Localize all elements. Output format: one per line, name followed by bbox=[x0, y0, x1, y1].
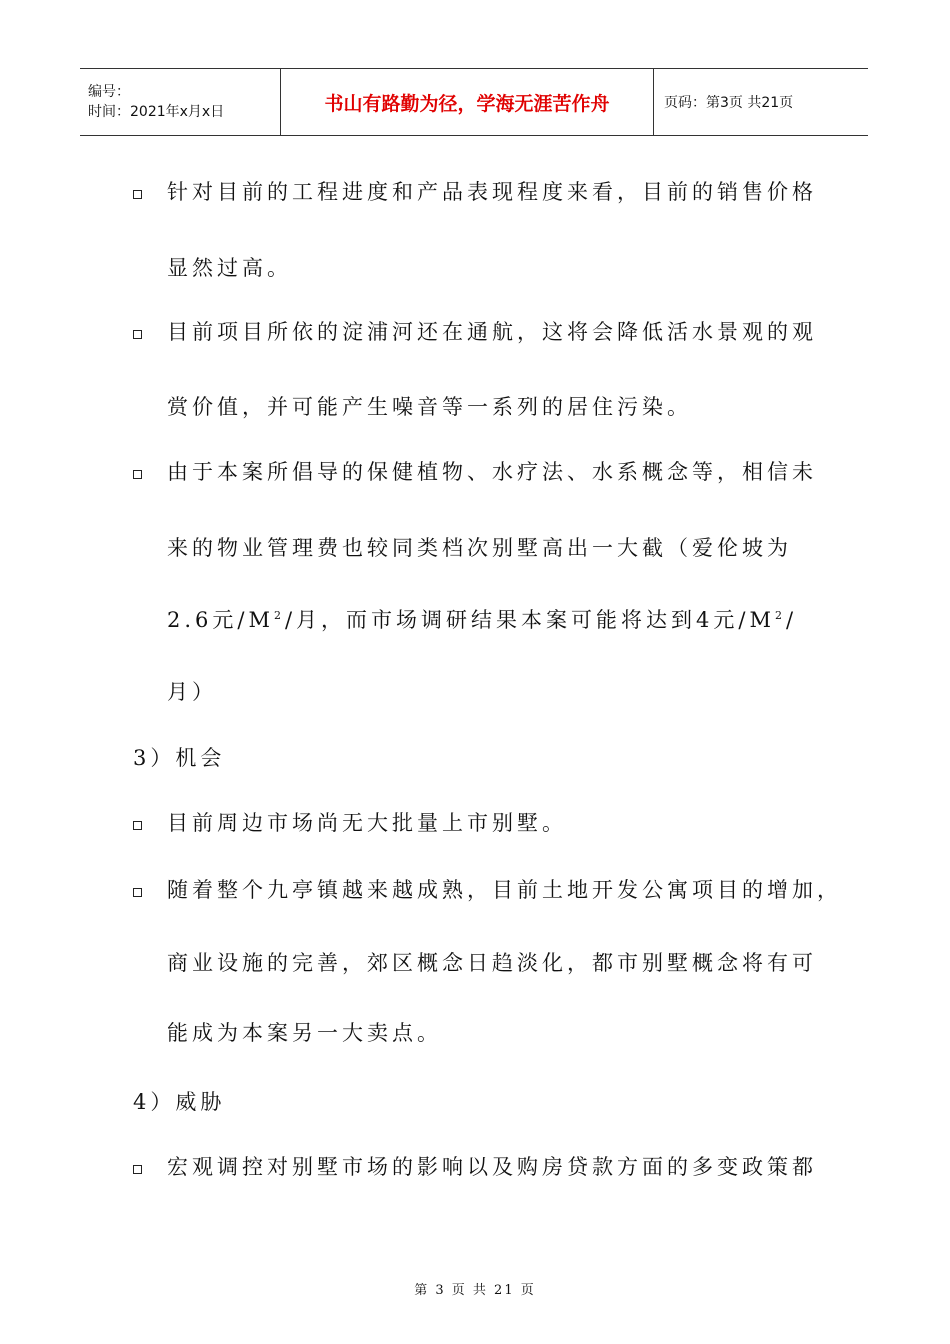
bullet-square-icon bbox=[133, 821, 142, 830]
price-text: / bbox=[786, 608, 798, 632]
header-page-info: 页码：第3页 共21页 bbox=[664, 95, 794, 111]
paragraph-text: 商业设施的完善，郊区概念日趋淡化，都市别墅概念将有可 bbox=[167, 951, 817, 975]
paragraph-text: 宏观调控对别墅市场的影响以及购房贷款方面的多变政策都 bbox=[167, 1155, 817, 1179]
superscript: 2 bbox=[273, 609, 285, 622]
paragraph-text: 显然过高。 bbox=[167, 256, 292, 280]
bullet-square-icon bbox=[133, 1165, 142, 1174]
paragraph-text: 赏价值，并可能产生噪音等一系列的居住污染。 bbox=[167, 395, 692, 419]
bullet-square-icon bbox=[133, 190, 142, 199]
bullet-square-icon bbox=[133, 888, 142, 897]
header-motto-cell bbox=[281, 69, 654, 135]
paragraph-text: 目前项目所依的淀浦河还在通航，这将会降低活水景观的观 bbox=[167, 320, 817, 344]
paragraph-text: 目前周边市场尚无大批量上市别墅。 bbox=[167, 811, 567, 835]
paragraph-text: 能成为本案另一大卖点。 bbox=[167, 1021, 442, 1045]
header-motto: 书山有路勤为径，学海无涯苦作舟 bbox=[324, 92, 610, 115]
paragraph-text bbox=[167, 605, 797, 635]
document-number-label: 编号： bbox=[88, 84, 130, 100]
paragraph-text: 月） bbox=[167, 680, 217, 704]
page-footer: 第 3 页 共 21 页 bbox=[414, 1283, 536, 1298]
section-heading-text: 3）机会 bbox=[133, 746, 226, 770]
page-header bbox=[80, 68, 868, 136]
bullet-square-icon bbox=[133, 330, 142, 339]
paragraph-text: 来的物业管理费也较同类档次别墅高出一大截（爱伦坡为 bbox=[167, 536, 792, 560]
price-text: 2.6元/M bbox=[167, 608, 274, 632]
header-meta-cell bbox=[80, 69, 281, 135]
header-page-cell bbox=[654, 69, 868, 135]
price-text: /月，而市场调研结果本案可能将达到4元/M bbox=[284, 608, 775, 632]
paragraph-text: 随着整个九亭镇越来越成熟，目前土地开发公寓项目的增加， bbox=[167, 878, 842, 902]
paragraph-text: 针对目前的工程进度和产品表现程度来看，目前的销售价格 bbox=[167, 180, 817, 204]
section-heading-text: 4）威胁 bbox=[133, 1090, 226, 1114]
paragraph-text: 由于本案所倡导的保健植物、水疗法、水系概念等，相信未 bbox=[167, 460, 817, 484]
document-date: 时间：2021年x月x日 bbox=[88, 104, 225, 120]
superscript: 2 bbox=[775, 609, 786, 622]
bullet-square-icon bbox=[133, 470, 142, 479]
